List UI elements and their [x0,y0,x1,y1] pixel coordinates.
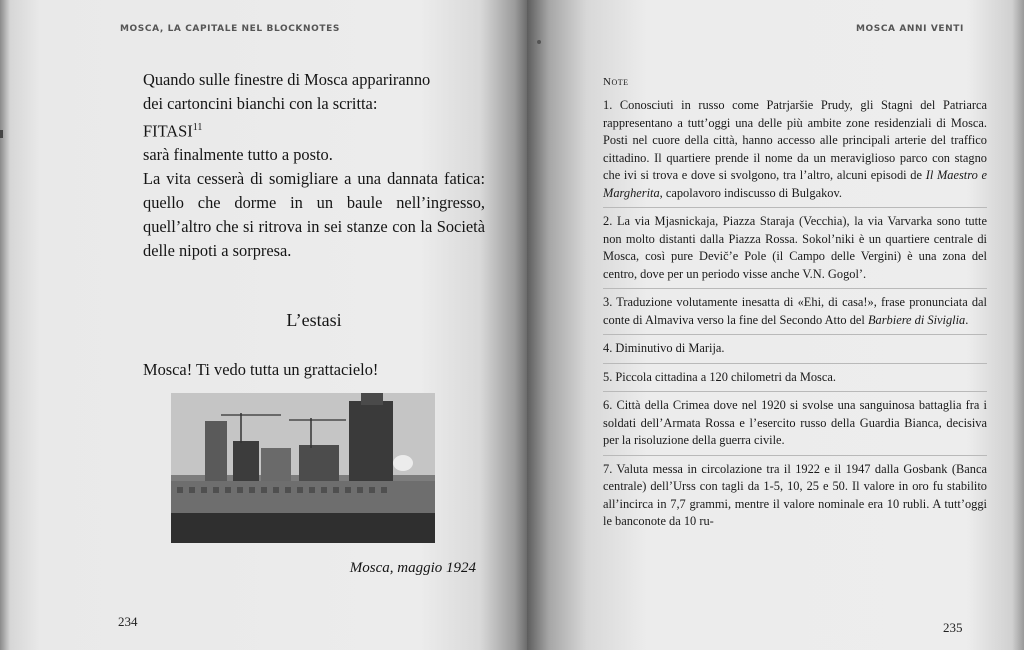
note-number: 2. [603,214,613,228]
skyline-illustration [171,393,435,543]
note-number: 6. [603,398,613,412]
note-6 [603,394,987,453]
note-2 [603,210,987,286]
page-edge-mark [0,130,3,138]
note-tail: . [965,312,969,327]
note-divider [603,363,987,364]
note-italic: Barbiere di Siviglia [867,312,966,327]
running-head-right: MOSCA ANNI VENTI [855,24,964,34]
fitasi-word: FITASI [143,121,193,141]
note-4 [603,337,987,361]
poem-block [143,68,485,263]
notes-section [603,76,987,534]
note-divider [603,207,987,208]
poem-line-4: sarà finalmente tutto a posto. [143,145,333,165]
note-italic: Il Maestro e Margherita [603,168,987,200]
exclamation-line: Mosca! Ti vedo tutta un grattacielo! [143,360,379,379]
note-tail: , capolavoro indiscusso di Bulgakov. [659,185,842,200]
note-divider [603,288,987,289]
running-head-left: MOSCA, LA CAPITALE NEL BLOCKNOTES [120,24,340,34]
right-page [527,0,1024,650]
gutter-mark [537,40,541,44]
note-text: Piccola cittadina a 120 chilometri da Mosca. [615,369,836,384]
note-text: Traduzione volutamente inesatta di «Ehi, di casa!», frase pronunciata dal conte di Almaviva verso la fine del Secondo Atto del [603,295,988,327]
photo-caption: Mosca, maggio 1924 [349,560,476,576]
section-heading: L’estasi [286,310,342,330]
poem-paragraph: La vita cesserà di somigliare a una dannata fatica: quello che dorme in un baule nell’ingresso, quell’altro che si ritrova in sei stanze con la Società delle nipoti a sorpresa. [143,169,485,261]
note-text: La via Mjasnickaja, Piazza Staraja (Vecchia), la via Varvarka sono tutte non molto distanti dalla Piazza Rossa. Sokol’niki è un quartiere centrale di Mosca, così pure Devič’e Pole (il Campo delle Vergini) è una zona del centro, dove per un periodo visse anche V.N. Gogol’. [603,214,987,281]
note-5 [603,366,987,390]
page-number-right: 235 [943,620,963,635]
note-text: Diminutivo di Marija. [615,341,725,355]
note-3 [603,291,987,332]
poem-line-1: Quando sulle finestre di Mosca appariranno [143,70,431,89]
note-divider [603,391,987,392]
note-text: Città della Crimea dove nel 1920 si svolse una sanguinosa battaglia fra i soldati dell’Armata Rossa e l’esercito russo della Guardia Bianca, decisiva per la risoluzione della guerra civile. [603,398,987,447]
note-number: 4. [603,341,613,355]
note-text: Valuta messa in circolazione tra il 1922 e il 1947 dalla Gosbank (Banca centrale) dell’Urss con tagli da 1-5, 10, 25 e 50. Il valore in oro fu stabilito all’incirca in 7,7 grammi, mentre il valore nominale era 10 rubli. A tutt’oggi le banconote da 10 ru- [603,461,987,528]
moscow-skyline-photo [171,393,435,543]
fitasi-line [143,116,485,143]
note-divider [603,455,987,456]
note-text: Conosciuti in russo come Patrjaršie Prudy, gli Stagni del Patriarca rappresentano a tutt’oggi una delle più ambite zone residenziali di Mosca. Posti nel cuore della città, hanno accesso alle principali arterie del traffico cittadino. Il quartiere prende il nome da un meraviglioso parco con stagno che ivi si trova e dove si svolgono, tra l’altro, alcuni episodi de [603,98,987,182]
poem-line-2: dei cartoncini bianchi con la scritta: [143,94,378,113]
note-number: 1. [603,98,613,112]
note-1 [603,94,987,205]
note-number: 5. [603,369,613,384]
notes-title: Note [603,76,629,88]
note-number: 3. [603,295,613,309]
note-number: 7. [603,461,613,476]
note-7 [603,458,987,534]
footnote-ref-11: 11 [192,122,203,133]
page-number-left: 234 [118,614,138,629]
note-divider [603,334,987,335]
